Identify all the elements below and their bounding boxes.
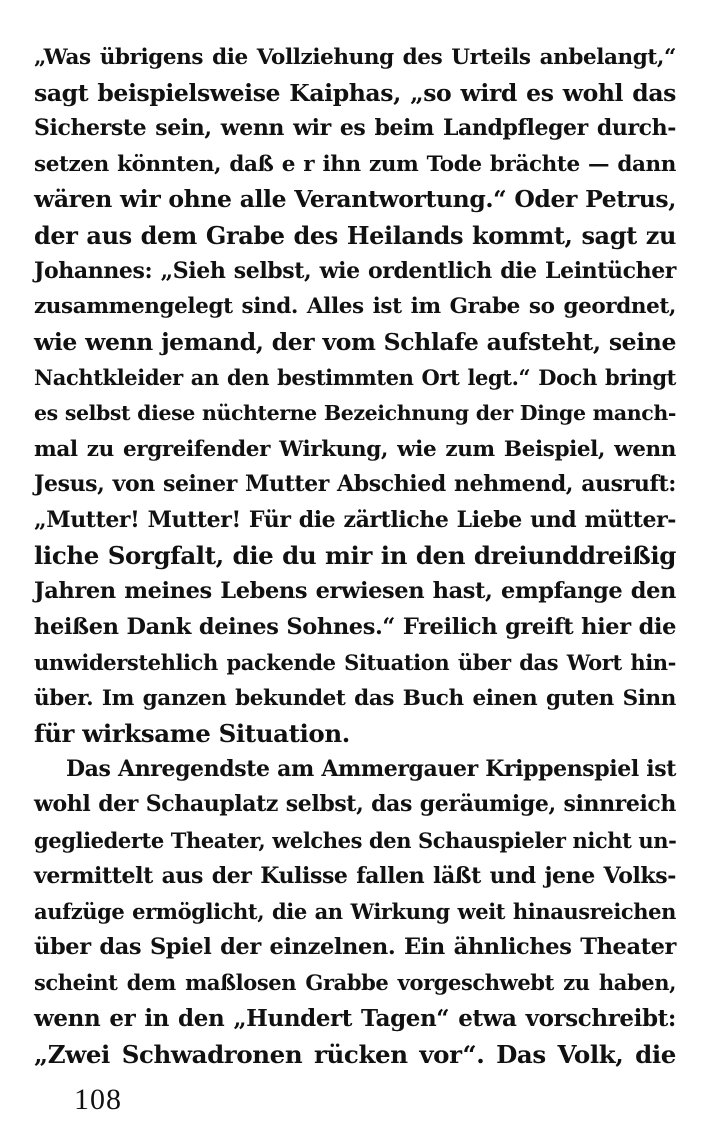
text-line: sagt beispielsweise Kaiphas, „so wird es wohl das [34, 78, 676, 107]
text-line: heißen Dank deines Sohnes.“ Freilich greift hier die [34, 613, 676, 640]
text-line: wenn er in den „Hundert Tagen“ etwa vorschreibt: [34, 1005, 676, 1033]
paragraph-start-line: Das Anregendste am Ammergauer Krippenspiel ist [66, 755, 676, 782]
text-line: Nachtkleider an den bestimmten Ort legt.“ Doch bringt [34, 365, 676, 391]
text-line: aufzüge ermöglicht, die an Wirkung weit hinausreichen [34, 899, 676, 925]
text-line: setzen könnten, daß e r ihn zum Tode brächte — dann [34, 151, 676, 177]
text-line: Johannes: „Sieh selbst, wie ordentlich die Leintücher [34, 257, 676, 284]
text-line: Sicherste sein, wenn wir es beim Landpfleger durch- [34, 115, 676, 142]
text-line: „Mutter! Mutter! Für die zärtliche Liebe und mütter- [34, 506, 676, 533]
text-line: „Zwei Schwadronen rücken vor“. Das Volk, die [34, 1039, 676, 1069]
paragraph-end-line: für wirksame Situation. [34, 719, 350, 749]
text-line: über das Spiel der einzelnen. Ein ähnliches Theater [34, 933, 676, 960]
text-line: wären wir ohne alle Verantwortung.“ Oder Petrus, [34, 185, 676, 214]
text-line: zusammengelegt sind. Alles ist im Grabe so geordnet, [34, 294, 676, 320]
text-line: liche Sorgfalt, die du mir in den dreiunddreißig [34, 541, 676, 571]
page-text [34, 40, 676, 1072]
text-line: über. Im ganzen bekundet das Buch einen guten Sinn [34, 685, 676, 711]
text-line: mal zu ergreifender Wirkung, wie zum Beispiel, wenn [34, 436, 676, 462]
text-line: Jesus, von seiner Mutter Abschied nehmend, ausruft: [34, 471, 676, 498]
text-line: vermittelt aus der Kulisse fallen läßt und jene Volks- [34, 862, 676, 889]
text-line: wohl der Schauplatz selbst, das geräumige, sinnreich [34, 791, 676, 818]
text-line: „Was übrigens die Vollziehung des Urteils anbelangt,“ [34, 45, 676, 70]
text-line: Jahren meines Lebens erwiesen hast, empfange den [34, 577, 676, 604]
page-number: 108 [74, 1083, 122, 1116]
text-line: scheint dem maßlosen Grabbe vorgeschwebt zu haben, [34, 970, 676, 996]
text-line: unwiderstehlich packende Situation über das Wort hin- [34, 650, 676, 676]
text-line: wie wenn jemand, der vom Schlafe aufsteht, seine [34, 327, 676, 356]
text-line: es selbst diese nüchterne Bezeichnung der Dinge manch- [34, 400, 676, 425]
text-line: der aus dem Grabe des Heilands kommt, sagt zu [34, 220, 676, 250]
text-line: gegliederte Theater, welches den Schauspieler nicht un- [34, 828, 677, 854]
